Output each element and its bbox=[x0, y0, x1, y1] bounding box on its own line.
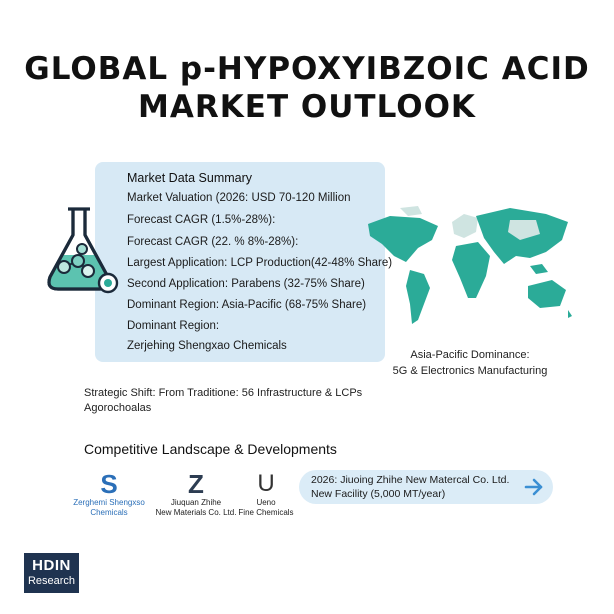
company-mark-z: Z bbox=[188, 469, 204, 499]
brand-logo bbox=[24, 553, 79, 593]
summary-item: Market Valuation (2026: USD 70-120 Million bbox=[127, 192, 351, 204]
news-line1: 2026: Jiuoing Zhihe New Matercal Co. Ltd. bbox=[311, 474, 510, 486]
market-summary-panel bbox=[95, 162, 393, 362]
news-callout[interactable] bbox=[299, 470, 553, 504]
company-logo-shengxso bbox=[68, 470, 150, 518]
summary-item: Zerjehing Shengxao Chemicals bbox=[127, 340, 287, 352]
summary-item: Forecast CAGR (22. % 8%-28%): bbox=[127, 236, 299, 248]
company-name-line: Zerghemi Shengxso bbox=[73, 498, 145, 507]
map-caption-line1: Asia-Pacific Dominance: bbox=[410, 349, 530, 361]
summary-item: Second Application: Parabens (32-75% Share) bbox=[127, 278, 365, 290]
company-mark-s: S bbox=[100, 469, 118, 499]
brand-name: HDIN bbox=[32, 557, 71, 574]
brand-subname: Research bbox=[27, 575, 76, 587]
company-logo-zhihe bbox=[150, 470, 242, 518]
company-name-line: Ueno bbox=[256, 498, 276, 507]
arrow-right-icon[interactable] bbox=[523, 476, 545, 498]
page-title-line1: GLOBAL p-HYPOXYIBZOIC ACID bbox=[24, 51, 590, 87]
summary-item: Dominant Region: bbox=[127, 320, 220, 332]
world-map-icon bbox=[360, 200, 582, 340]
strategic-shift-line1: Strategic Shift: From Traditione: 56 Infrastructure & LCPs bbox=[84, 387, 363, 399]
company-name-line: Chemicals bbox=[90, 508, 128, 517]
flask-icon bbox=[38, 205, 128, 300]
company-name-line: New Materials Co. Ltd. bbox=[155, 508, 237, 517]
news-line2: New Facility (5,000 MT/year) bbox=[311, 488, 446, 500]
company-name-line: Fine Chemicals bbox=[238, 508, 294, 517]
summary-item: Dominant Region: Asia-Pacific (68-75% Share) bbox=[127, 299, 367, 311]
strategic-shift-line2: Agorochoalas bbox=[84, 402, 152, 414]
summary-item: Largest Application: LCP Production(42-48% Share) bbox=[127, 257, 393, 269]
page-title-line2: MARKET OUTLOOK bbox=[138, 89, 476, 125]
company-mark-u: U bbox=[257, 470, 275, 497]
summary-heading: Market Data Summary bbox=[127, 171, 253, 185]
company-name-line: Jiuquan Zhihe bbox=[170, 498, 222, 507]
competitive-heading: Competitive Landscape & Developments bbox=[84, 441, 337, 457]
company-logo-ueno bbox=[236, 470, 296, 518]
summary-item: Forecast CAGR (1.5%-28%): bbox=[127, 214, 276, 226]
map-caption-line2: 5G & Electronics Manufacturing bbox=[392, 365, 548, 377]
